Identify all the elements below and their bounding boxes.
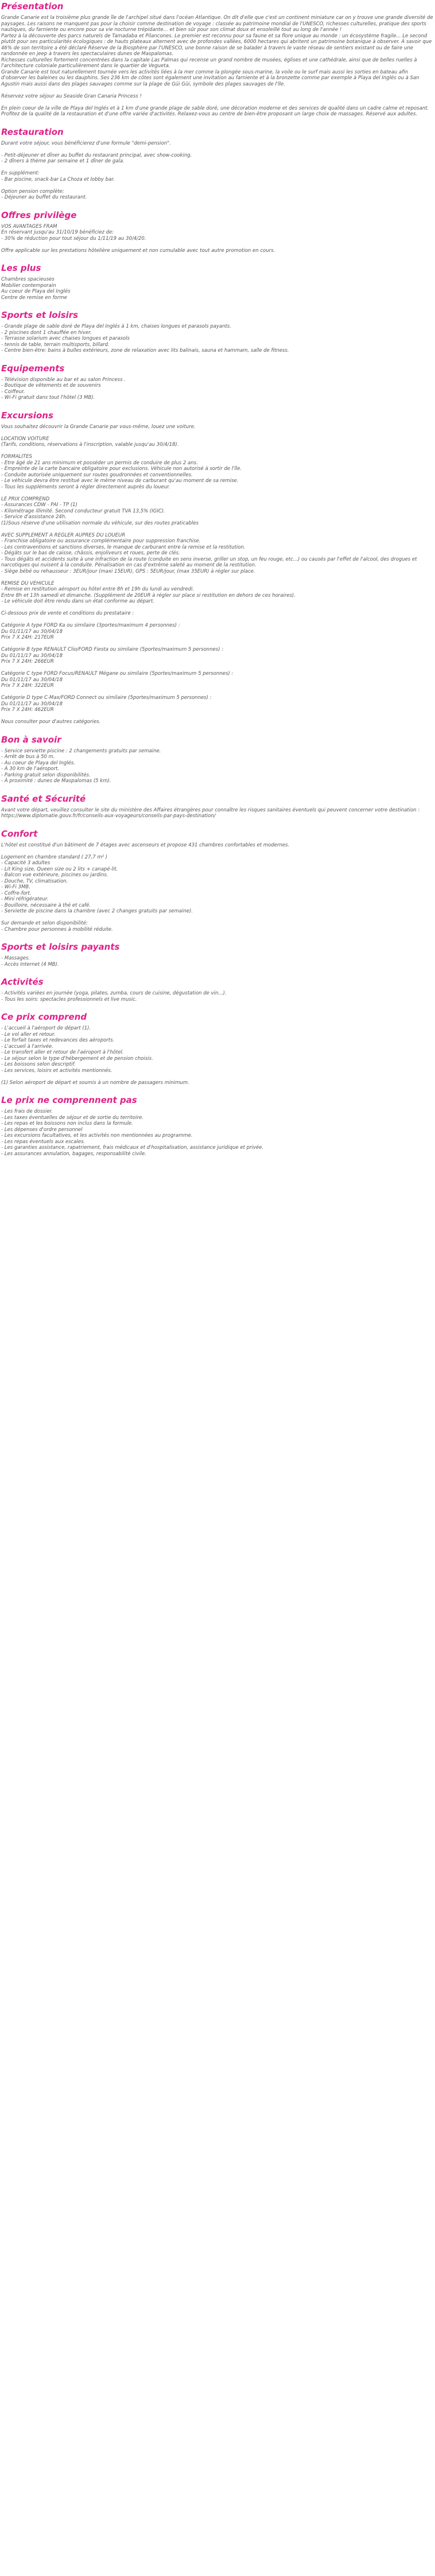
section-title: Equipements bbox=[1, 363, 65, 374]
paragraph: Avant votre départ, veuillez consulter le site du ministère des Affaires étrangères pour connaître les risques sanitaires éventuels qui peuvent concerner votre destination : https://www.diplomatie.gouv.fr/fr/conseils-aux-voyageurs/conseils-par-pays-destination/ bbox=[1, 807, 420, 819]
paragraph: Catégorie A type FORD Ka ou similaire (3portes/maximum 4 personnes) : Du 01/11/17 au 30/04/18 Prix 7 X 24H: 217EUR bbox=[1, 623, 180, 640]
section-title: Activités bbox=[1, 977, 44, 987]
paragraph: - Télévision disponible au bar et au salon Princess . - Boutique de vêtements et de souvenirs - Coiffeur. - Wi-Fi gratuit dans tout l'hôtel (3 MB). bbox=[1, 376, 126, 401]
paragraph: VOS AVANTAGES FRAM En réservant jusqu'au 31/10/19 bénéficiez de: - 30% de réduction pour tout séjour du 1/11/19 au 30/4/20. bbox=[1, 223, 146, 242]
paragraph: Chambres spacieuses Mobilier contemporain Au coeur de Playa del Inglés Centre de remise en forme bbox=[1, 277, 71, 301]
section bbox=[1, 829, 434, 933]
paragraph: Grande Canarie est la troisième plus grande île de l'archipel situé dans l'océan Atlantique. On dit d'elle que c'est un continent miniature car on y trouve une grande diversité de paysages. Les raisons ne manquent pas pour la choisir comme destination de voyage : classée au patrimoine mondial de l'UNESCO, richesses culturelles, pratique des sports nautiques, du farniente ou encore pour sa vie nocturne trépidante... et bien sûr pour son climat doux et ensoleillé tout au long de l'année ! Partez à la découverte des parcs naturels de Tamadaba et Pilancones. Le premier est reconnu pour sa faune et sa flore unique au monde : un écosystème fragile... Le second plutôt pour ses particularités écologiques : de hauts plateaux alternent avec de profondes vallées, 6000 hectares qui abritent un patrimoine botanique à observer. À savoir que 46% de son territoire a été déclaré Réserve de la Biosphère par l'UNESCO, une bonne raison de se balader à travers le vaste réseau de sentiers existant ou de faire une randonnée en jeep à travers les spectaculaires dunes de Maspalomas. Richesses culturelles fortement concentrées dans la capitale Las Palmas qui recense un grand nombre de musées, églises et une cathédrale, ainsi que de belles ruelles à l'architecture coloniale particulièrement dans le quartier de Vegueta. Grande Canarie est tout naturellement tournée vers les activités liées à la mer comme la plongée sous-marine, la voile ou le surf mais aussi les sorties en bateau afin d'observer les baleines ou les dauphins. Ses 236 km de côtes sont également une invitation au farniente et à la bronzette comme par exemple à Playa del Inglés ou à San Agustin mais aussi dans des plages sauvages comme sur la plage de Güi Güi, symbole des plages sauvages de l'île. bbox=[1, 15, 433, 87]
paragraph: - Petit-déjeuner et dîner au buffet du restaurant principal, avec show-cooking. - 2 dîners à thème par semaine et 1 dîner de gala. bbox=[1, 152, 192, 164]
paragraph: L'hôtel est constitué d'un bâtiment de 7 étages avec ascenseurs et propose 431 chambres confortables et modernes. bbox=[1, 842, 290, 848]
paragraph: Nous consulter pour d'autres catégories. bbox=[1, 719, 101, 725]
paragraph: Catégorie B type RENAULT Clio/FORD Fiesta ou similaire (5portes/maximum 5 personnes) : Du 01/11/17 au 30/04/18 Prix 7 X 24H: 266EUR bbox=[1, 647, 224, 665]
paragraph: En plein coeur de la ville de Playa del Inglés et à 1 km d'une grande plage de sable doré, une décoration moderne et des services de qualité dans un cadre calme et reposant. Profitez de la qualité de la restauration et d'une offre variée d'activités. Relaxez-vous au centre de bien-être proposant un large choix de massages. Réservé aux adultes. bbox=[1, 105, 429, 117]
paragraph: - Activités variées en journée (yoga, pilates, zumba, cours de cuisine, dégustation de vin...). - Tous les soirs: spectacles professionnels et live music. bbox=[1, 990, 227, 1003]
paragraph: - Service serviette piscine : 2 changements gratuits par semaine. - Arrêt de bus à 50 m. - Au coeur de Playa del Inglés. - À 30 km de l'aéroport. - Parking gratuit selon disponibilités. - À proximité : dunes de Maspalomas (5 km). bbox=[1, 748, 161, 784]
paragraph: - Grande plage de sable doré de Playa del Inglés à 1 km, chaises longues et parasols payants. - 2 piscines dont 1 chauffée en hiver. - Terrasse solarium avec chaises longues et parasols - tennis de table, terrain multisports, billard. - Centre bien-être: bains à bulles extérieurs, zone de relaxation avec lits balinais, sauna et hammam, salle de fitness. bbox=[1, 324, 289, 353]
paragraph: En supplément: - Bar piscine, snack-bar La Choza et lobby bar. bbox=[1, 170, 115, 182]
section bbox=[1, 1095, 434, 1157]
section bbox=[1, 263, 434, 301]
section bbox=[1, 363, 434, 401]
section-title: Restauration bbox=[1, 126, 64, 137]
paragraph: Logement en chambre standard ( 27,7 m² ) - Capacité 3 adultes - Lit King size, Queen size ou 2 lits + canapé-lit. - Balcon vue extérieure, piscines ou jardins. - Douche, TV, climatisation. - Wi-Fi 3MB. - Coffre-fort. - Mini réfrigérateur. - Bouilloire, nécessaire à thé et café. - Serviette de piscine dans la chambre (avec 2 changes gratuits par semaine). bbox=[1, 854, 193, 914]
section-title: Santé et Sécurité bbox=[1, 793, 86, 804]
paragraph: Ci-dessous prix de vente et conditions du prestataire : bbox=[1, 611, 134, 616]
section bbox=[1, 1012, 434, 1086]
paragraph: FORMALITES - Etre âgé de 21 ans minimum et posséder un permis de conduire de plus 2 ans. - Empreinte de la carte bancaire obligatoire pour exclusions. Véhicule non autorisé à sortir de l'île. - Conduite autorisée uniquement sur routes goudronnées et conventionnelles. - Le véhicule devra être restitué avec le même niveau de carburant qu'au moment de sa remise. - Tous les suppléments seront à régler directement auprès du loueur. bbox=[1, 454, 242, 490]
section bbox=[1, 794, 434, 819]
section-title: Le prix ne comprennent pas bbox=[1, 1095, 137, 1105]
paragraph: (1) Selon aéroport de départ et soumis à un nombre de passagers minimum. bbox=[1, 1079, 189, 1086]
section-title: Les plus bbox=[1, 263, 41, 273]
paragraph: REMISE DU VEHICULE - Remise en restitution aéroport ou hôtel entre 8h et 19h du lundi au vendredi. Entre 8h et 13h samedi et dimanche. (Supplément de 20EUR à régler sur place si restitution en dehors de ces horaires). - Le véhicule doit être rendu dans un état conforme au départ. bbox=[1, 580, 296, 604]
paragraph: LOCATION VOITURE (Tarifs, conditions, réservations à l'inscription, valable jusqu'au 30/4/18). bbox=[1, 436, 179, 448]
section-title: Sports et loisirs payants bbox=[1, 942, 120, 952]
paragraph: Vous souhaitez découvrir la Grande Canarie par vous-même, louez une voiture. bbox=[1, 423, 196, 430]
section bbox=[1, 210, 434, 254]
paragraph: AVEC SUPPLEMENT A REGLER AUPRES DU LOUEUR - Franchise obligatoire ou assurance complémentaire pour suppression franchise. - Les contraventions et sanctions diverses, le manque de carburant entre la remise et la restitution. - Dégâts sur le bas de caisse, châssis, enjoliveurs et roues, perte de clés. - Tous dégâts et accidents suite à une infraction de la route (conduite en sens inverse, griller un stop, un feu rouge, etc...) ou causés par l'effet de l'alcool, des drogues et narcotiques qui nuisent à la conduite. Pénalisation en cas d'extrême saleté au moment de la restitution. - Siège bébé ou rehausseur : 3EUR/jour (maxi 15EUR), GPS : 5EUR/jour, (max 35EUR) à régler sur place. bbox=[1, 532, 417, 574]
section bbox=[1, 735, 434, 784]
section-title: Excursions bbox=[1, 410, 53, 421]
paragraph: Option pension complète: - Déjeuner au buffet du restaurant. bbox=[1, 188, 87, 200]
section bbox=[1, 1, 434, 118]
section bbox=[1, 977, 434, 1003]
document bbox=[0, 0, 435, 1170]
section-title: Confort bbox=[1, 828, 38, 839]
section-title: Sports et loisirs bbox=[1, 310, 79, 320]
section-title: Offres privilège bbox=[1, 209, 77, 220]
paragraph: - Massages. - Accès Internet (4 MB). bbox=[1, 955, 59, 968]
paragraph: Sur demande et selon disponibilité: - Chambre pour personnes à mobilité réduite. bbox=[1, 920, 113, 933]
section-title: Bon à savoir bbox=[1, 734, 61, 745]
paragraph: - L'accueil à l'aéroport de départ (1). - Le vol aller et retour. - Le forfait taxes et redevances des aéroports. - L'accueil à l'arrivée. - Le transfert aller et retour de l'aéroport à l'hôtel. - Le séjour selon le type d'hébergement et de pension choisis. - Les boissons selon descriptif. - Les services, loisirs et activités mentionnés. bbox=[1, 1025, 153, 1074]
section-title: Ce prix comprend bbox=[1, 1012, 87, 1022]
section bbox=[1, 410, 434, 725]
section bbox=[1, 127, 434, 201]
section bbox=[1, 942, 434, 968]
paragraph: Catégorie C type FORD Focus/RENAULT Mégane ou similaire (5portes/maximum 5 personnes) : Du 01/11/17 au 30/04/18 Prix 7 X 24H: 322EUR bbox=[1, 671, 234, 689]
paragraph: Réservez votre séjour au Seaside Gran Canaria Princess ! bbox=[1, 93, 142, 99]
paragraph: - Les frais de dossier. - Les taxes éventuelles de séjour et de sortie du territoire. - Les repas et les boissons non inclus dans la formule. - Les dépenses d'ordre personnel - Les excursions facultatives, et les activités non mentionnées au programme. - Les repas éventuels aux escales. - Les garanties assistance, rapatriement, frais médicaux et d'hospitalisation, assistance juridique et privée. - Les assurances annulation, bagages, responsabilité civile. bbox=[1, 1109, 264, 1157]
paragraph: Catégorie D type C-Max/FORD Connect ou similaire (5portes/maximum 5 personnes) : Du 01/11/17 au 30/04/18 Prix 7 X 24H: 462EUR bbox=[1, 695, 212, 713]
paragraph: Durant votre séjour, vous bénéficierez d'une formule "demi-pension". bbox=[1, 140, 171, 146]
section bbox=[1, 310, 434, 354]
paragraph: Offre applicable sur les prestations hôtelière uniquement et non cumulable avec tout autre promotion en cours. bbox=[1, 247, 275, 254]
section-title: Présentation bbox=[1, 1, 64, 11]
paragraph: LE PRIX COMPREND - Assurances CDW - PAI - TP (1) - Kilométrage illimité. Second conducteur gratuit TVA 13,5% (IGIC). - Service d'assistance 24h. (1)Sous réserve d'une utilisation normale du véhicule, sur des routes praticables bbox=[1, 496, 199, 526]
